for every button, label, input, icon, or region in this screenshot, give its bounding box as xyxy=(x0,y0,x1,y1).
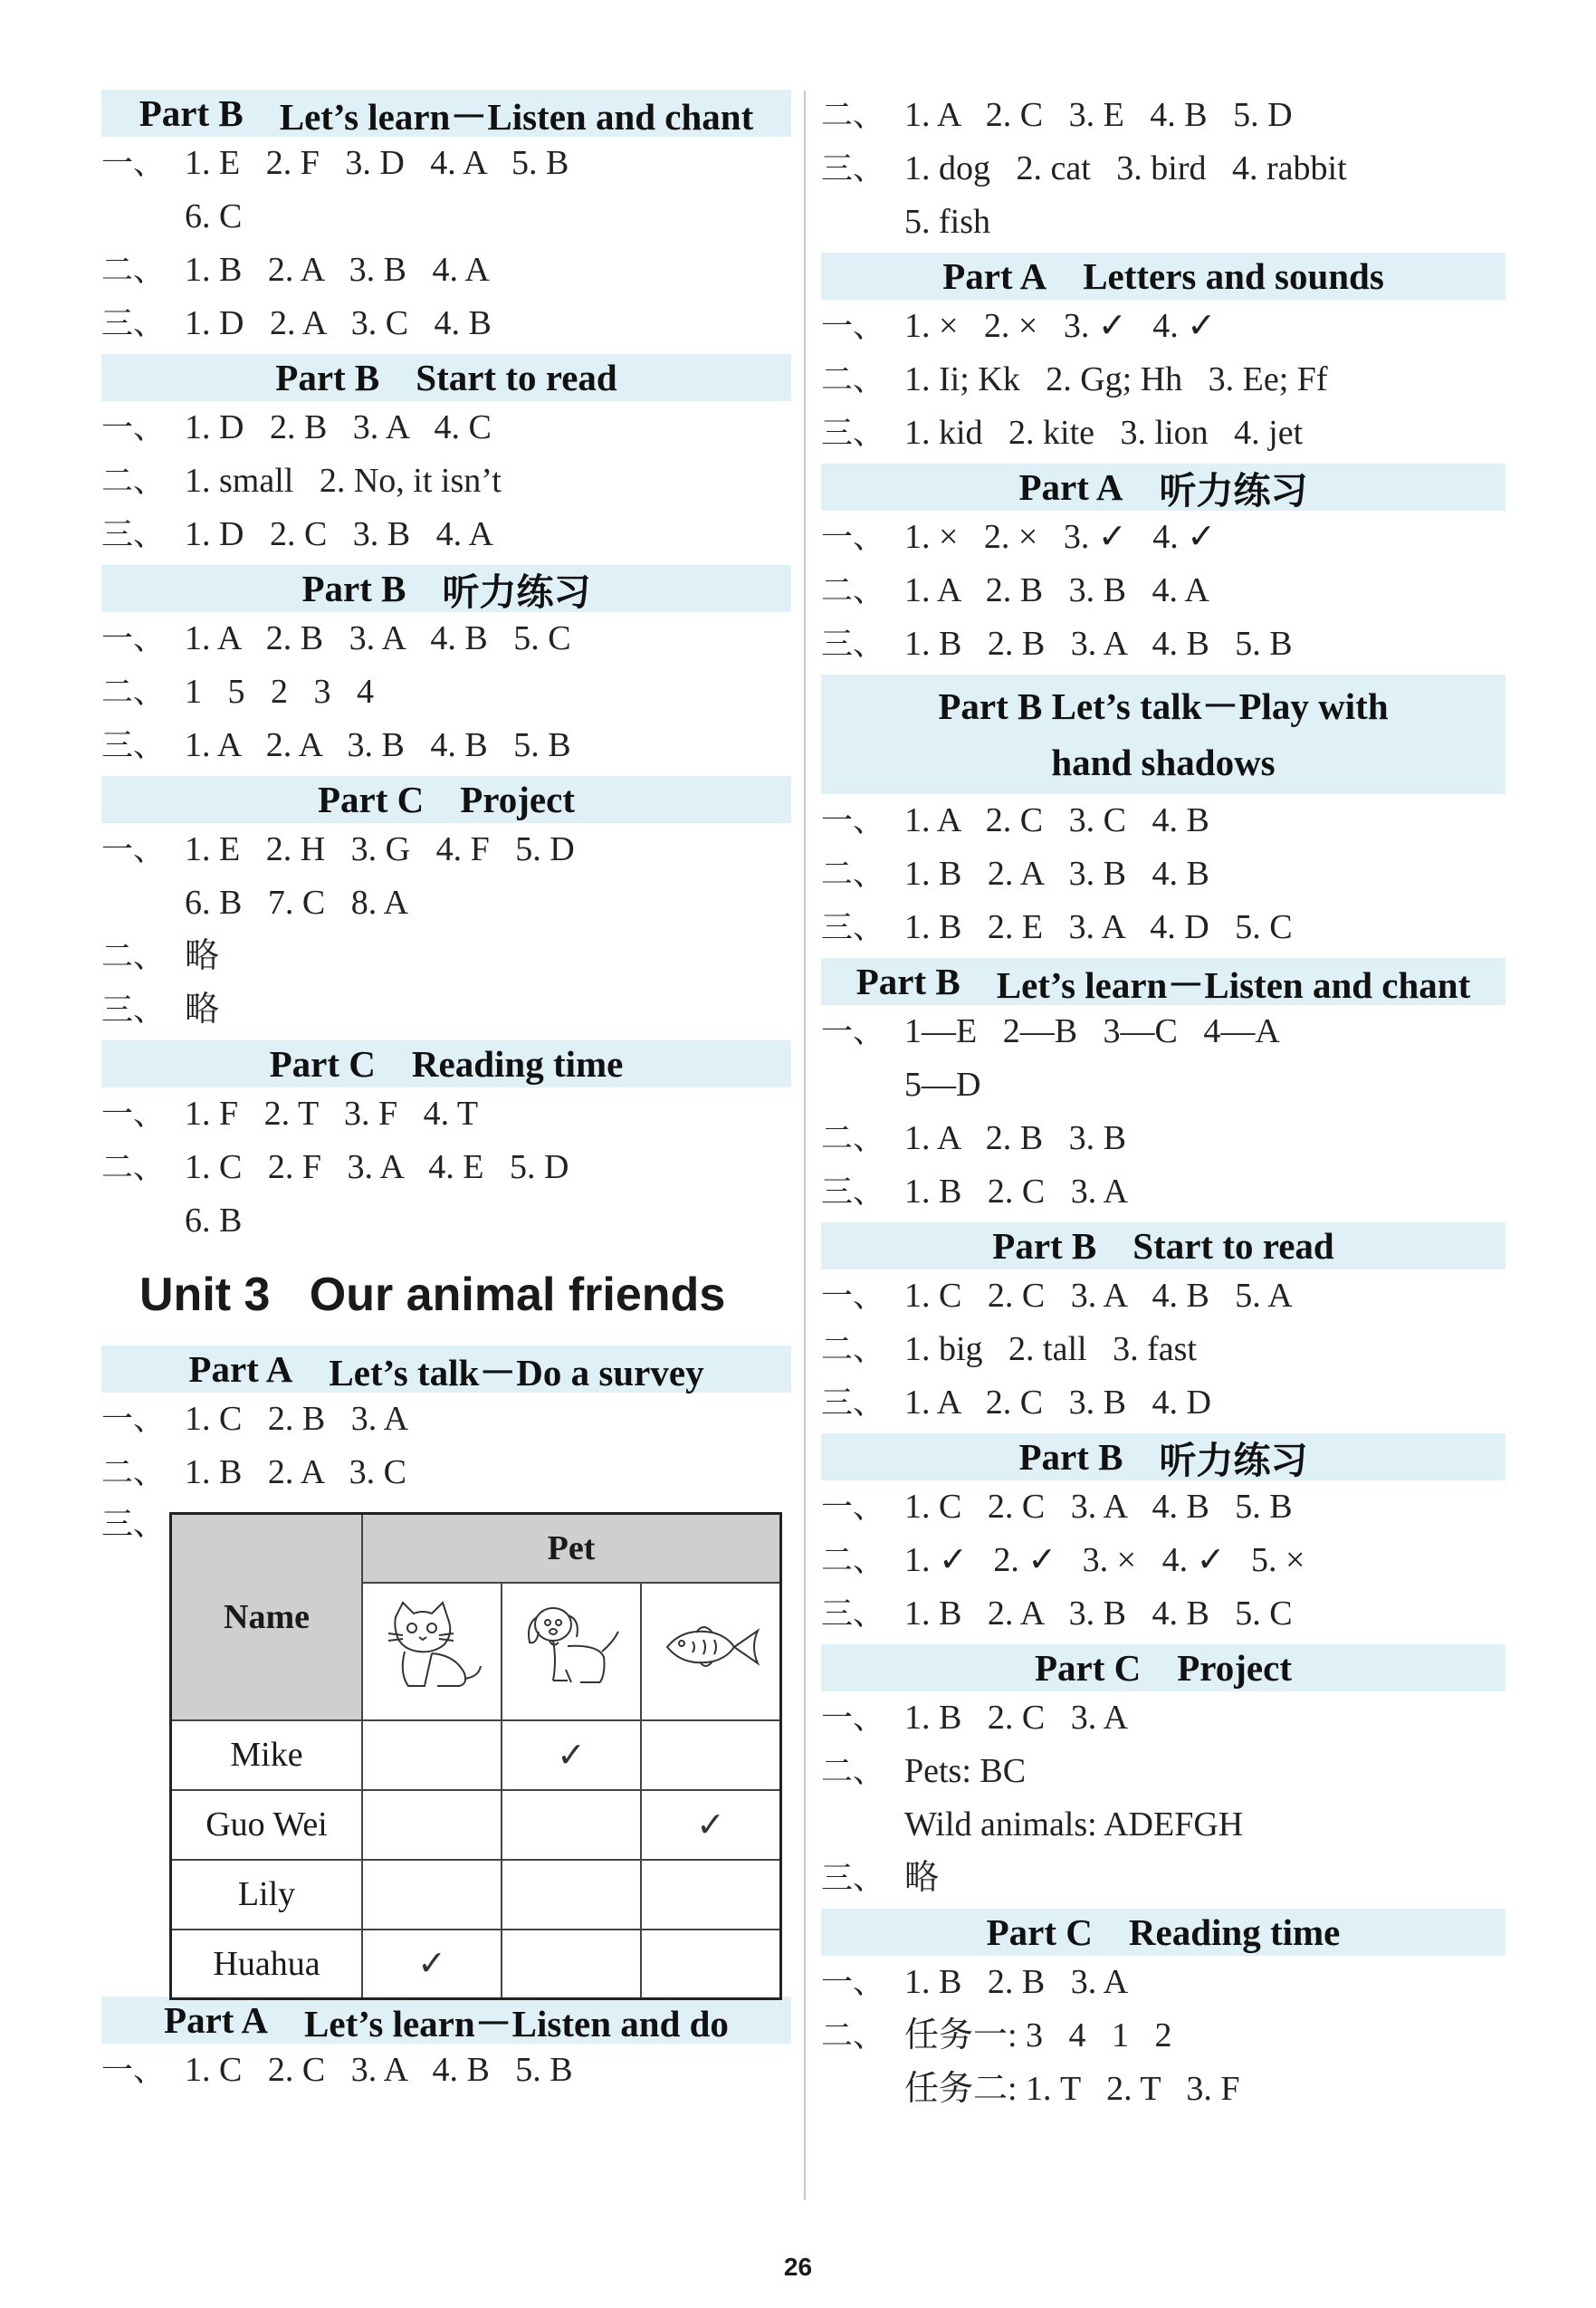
answer-row: 一、 1. C 2. B 3. A xyxy=(101,1400,409,1438)
answer-row: 一、 1. × 2. × 3. ✓ 4. ✓ xyxy=(821,307,1217,345)
answer-row: 二、 1. A 2. B 3. B 4. A xyxy=(821,571,1209,609)
survey-cell xyxy=(502,1790,641,1860)
answer-row: 二、 1. ✓ 2. ✓ 3. × 4. ✓ 5. × xyxy=(821,1541,1305,1579)
section-header: Part B 听力练习 xyxy=(821,1433,1505,1480)
section-header: Part C Project xyxy=(821,1644,1505,1691)
dog-picture xyxy=(502,1583,641,1720)
answer-row: 三、 1. D 2. A 3. C 4. B xyxy=(101,304,492,342)
answer-row: 三、 1. B 2. A 3. B 4. B 5. C xyxy=(821,1595,1293,1633)
answer-row: 二、 1. B 2. A 3. B 4. A xyxy=(101,251,490,289)
answer-row: 二、 1. big 2. tall 3. fast xyxy=(821,1330,1197,1368)
answer-row: 一、 1. A 2. C 3. C 4. B xyxy=(821,801,1209,839)
answer-row: 二、 任务一: 3 4 1 2 xyxy=(821,2016,1172,2054)
cat-picture xyxy=(362,1583,502,1720)
answer-row-continued: Wild animals: ADEFGH xyxy=(904,1805,1244,1844)
answer-row: 二、 1. small 2. No, it isn’t xyxy=(101,462,502,500)
section-header: Part C Reading time xyxy=(101,1040,791,1087)
answer-row: 一、 1. E 2. F 3. D 4. A 5. B xyxy=(101,144,569,182)
fish-icon xyxy=(656,1611,765,1683)
answer-row: 二、 1. A 2. B 3. B xyxy=(821,1119,1126,1157)
pet-header: Pet xyxy=(362,1514,781,1583)
answer-row-continued: 5. fish xyxy=(904,203,990,241)
section-header: Part A 听力练习 xyxy=(821,464,1505,511)
answer-row: 一、 1—E 2—B 3—C 4—A xyxy=(821,1012,1280,1050)
answer-row: 二、 1 5 2 3 4 xyxy=(101,673,374,711)
survey-answer xyxy=(101,1499,791,1993)
check-mark: ✓ xyxy=(502,1720,641,1790)
column-divider xyxy=(804,91,806,2200)
student-name: Lily xyxy=(171,1860,363,1930)
answer-row-continued: 任务二: 1. T 2. T 3. F xyxy=(904,2070,1240,2108)
cat-icon xyxy=(377,1597,486,1697)
answer-row-continued: 5—D xyxy=(904,1066,981,1104)
survey-cell xyxy=(641,1930,781,1999)
answer-row: 二、 1. A 2. C 3. E 4. B 5. D xyxy=(821,96,1293,134)
survey-cell xyxy=(362,1720,502,1790)
section-header: Part A Let’s talk－Do a survey xyxy=(101,1346,791,1393)
section-header: Part A Letters and sounds xyxy=(821,253,1505,300)
answer-row: 一、 1. C 2. C 3. A 4. B 5. B xyxy=(821,1488,1293,1526)
student-name: Guo Wei xyxy=(171,1790,363,1860)
answer-row: 二、 略 xyxy=(101,937,220,975)
answer-row: 三、 1. dog 2. cat 3. bird 4. rabbit xyxy=(821,149,1347,187)
survey-cell xyxy=(362,1790,502,1860)
answer-row: 一、 1. B 2. B 3. A xyxy=(821,1963,1129,2001)
survey-cell xyxy=(641,1720,781,1790)
right-column xyxy=(821,89,1505,2116)
answer-row: 一、 1. A 2. B 3. A 4. B 5. C xyxy=(101,619,571,657)
check-mark: ✓ xyxy=(362,1930,502,1999)
page-number: 26 xyxy=(783,2253,813,2281)
answer-row: 一、 1. F 2. T 3. F 4. T xyxy=(101,1095,479,1133)
fish-picture xyxy=(641,1583,781,1720)
student-name: Mike xyxy=(171,1720,363,1790)
answer-row: 二、 1. B 2. A 3. B 4. B xyxy=(821,855,1209,893)
answer-row-continued: 6. B 7. C 8. A xyxy=(185,884,409,922)
answer-row: 三、 1. D 2. C 3. B 4. A xyxy=(101,515,493,553)
answer-row: 一、 1. C 2. C 3. A 4. B 5. A xyxy=(821,1277,1293,1315)
answer-row: 二、 1. Ii; Kk 2. Gg; Hh 3. Ee; Ff xyxy=(821,360,1328,398)
dog-icon xyxy=(517,1597,626,1697)
answer-row: 三、 1. B 2. E 3. A 4. D 5. C xyxy=(821,908,1293,946)
answer-row: 一、 1. × 2. × 3. ✓ 4. ✓ xyxy=(821,518,1217,556)
section-header: Part B Start to read xyxy=(101,354,791,401)
name-header: Name xyxy=(171,1514,363,1720)
answer-row: 三、 1. A 2. A 3. B 4. B 5. B xyxy=(101,726,571,764)
answer-row-continued: 6. B xyxy=(185,1202,243,1240)
answer-row: 一、 1. E 2. H 3. G 4. F 5. D xyxy=(101,830,575,868)
survey-cell xyxy=(502,1930,641,1999)
left-column xyxy=(101,86,791,2097)
answer-row: 三、 1. B 2. C 3. A xyxy=(821,1173,1129,1211)
survey-table xyxy=(169,1512,782,2000)
section-header: Part B Start to read xyxy=(821,1222,1505,1269)
unit-title: Unit 3 Our animal friends xyxy=(139,1269,726,1321)
answer-row: 三、 1. A 2. C 3. B 4. D xyxy=(821,1384,1211,1422)
answer-row: 三、 略 xyxy=(101,991,220,1029)
answer-row: 三、 略 xyxy=(821,1859,940,1897)
answer-row: 一、 1. C 2. C 3. A 4. B 5. B xyxy=(101,2051,573,2089)
survey-cell xyxy=(641,1860,781,1930)
answer-row: 三、 1. kid 2. kite 3. lion 4. jet xyxy=(821,414,1304,452)
survey-cell xyxy=(502,1860,641,1930)
answer-row: 一、 1. B 2. C 3. A xyxy=(821,1699,1129,1737)
question-label: 三、 xyxy=(101,1507,166,1543)
answer-row: 一、 1. D 2. B 3. A 4. C xyxy=(101,408,492,446)
section-header: Part A Let’s learn－Listen and do xyxy=(101,1997,791,2044)
section-header: Part C Reading time xyxy=(821,1909,1505,1956)
answer-row: 三、 1. B 2. B 3. A 4. B 5. B xyxy=(821,625,1293,663)
answer-row: 二、 Pets: BC xyxy=(821,1752,1027,1790)
section-header: Part B Let’s talk－Play with hand shadows xyxy=(821,675,1505,794)
survey-cell xyxy=(362,1860,502,1930)
section-header: Part B 听力练习 xyxy=(101,565,791,612)
section-header: Part B Let’s learn－Listen and chant xyxy=(821,958,1505,1005)
answer-row: 二、 1. C 2. F 3. A 4. E 5. D xyxy=(101,1148,569,1186)
answer-row-continued: 6. C xyxy=(185,197,243,235)
check-mark: ✓ xyxy=(641,1790,781,1860)
student-name: Huahua xyxy=(171,1930,363,1999)
section-header: Part C Project xyxy=(101,776,791,823)
section-header: Part B Let’s learn－Listen and chant xyxy=(101,90,791,137)
answer-row: 二、 1. B 2. A 3. C xyxy=(101,1453,406,1491)
